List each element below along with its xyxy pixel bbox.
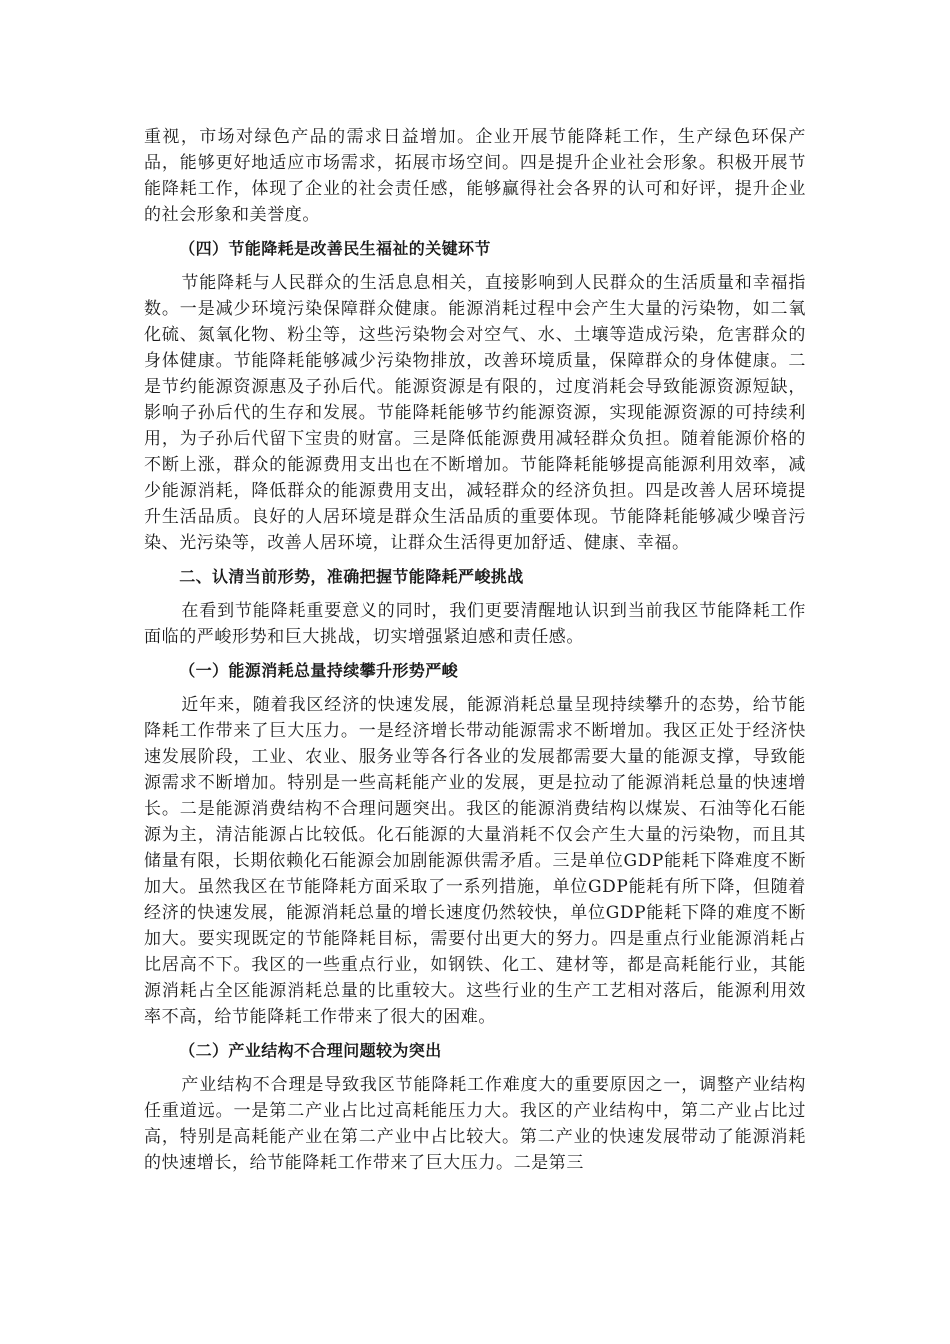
document-body bbox=[144, 124, 806, 1176]
chapter-heading-2: 二、认清当前形势，准确把握节能降耗严峻挑战 bbox=[179, 567, 524, 586]
paragraph-industry-structure: 产业结构不合理是导致我区节能降耗工作难度大的重要原因之一，调整产业结构任重道远。一是第二产业占比过高耗能压力大。我区的产业结构中，第二产业占比过高，特别是高耗能产业在第二产业中占比较大。第二产业的快速发展带动了能源消耗的快速增长，给节能降耗工作带来了巨大压力。二是第三 bbox=[144, 1075, 806, 1173]
paragraph-livelihood: 节能降耗与人民群众的生活息息相关，直接影响到人民群众的生活质量和幸福指数。一是减少环境污染保障群众健康。能源消耗过程中会产生大量的污染物，如二氧化硫、氮氧化物、粉尘等，这些污染物会对空气、水、土壤等造成污染，危害群众的身体健康。节能降耗能够减少污染物排放，改善环境质量，保障群众的身体健康。二是节约能源资源惠及子孙后代。能源资源是有限的，过度消耗会导致能源资源短缺，影响子孙后代的生存和发展。节能降耗能够节约能源资源，实现能源资源的可持续利用，为子孙后代留下宝贵的财富。三是降低能源费用减轻群众负担。随着能源价格的不断上涨，群众的能源费用支出也在不断增加。节能降耗能够提高能源利用效率，减少能源消耗，降低群众的能源费用支出，减轻群众的经济负担。四是改善人居环境提升生活品质。良好的人居环境是群众生活品质的重要体现。节能降耗能够减少噪音污染、光污染等，改善人居环境，让群众生活得更加舒适、健康、幸福。 bbox=[144, 273, 806, 553]
section-heading-4: （四）节能降耗是改善民生福祉的关键环节 bbox=[179, 239, 491, 258]
paragraph-energy-consumption: 近年来，随着我区经济的快速发展，能源消耗总量呈现持续攀升的态势，给节能降耗工作带来了巨大压力。一是经济增长带动能源需求不断增加。我区正处于经济快速发展阶段，工业、农业、服务业等各行各业的发展都需要大量的能源支撑，导致能源需求不断增加。特别是一些高耗能产业的发展，更是拉动了能源消耗总量的快速增长。二是能源消费结构不合理问题突出。我区的能源消费结构以煤炭、石油等化石能源为主，清洁能源占比较低。化石能源的大量消耗不仅会产生大量的污染物，而且其储量有限，长期依赖化石能源会加剧能源供需矛盾。三是单位GDP能耗下降难度不断加大。虽然我区在节能降耗方面采取了一系列措施，单位GDP能耗有所下降，但随着经济的快速发展，能源消耗总量的增长速度仍然较快，单位GDP能耗下降的难度不断加大。要实现既定的节能降耗目标，需要付出更大的努力。四是重点行业能源消耗占比居高不下。我区的一些重点行业，如钢铁、化工、建材等，都是高耗能行业，其能源消耗占全区能源消耗总量的比重较大。这些行业的生产工艺相对落后，能源利用效率不高，给节能降耗工作带来了很大的困难。 bbox=[144, 695, 806, 1027]
paragraph-intro: 在看到节能降耗重要意义的同时，我们更要清醒地认识到当前我区节能降耗工作面临的严峻形势和巨大挑战，切实增强紧迫感和责任感。 bbox=[144, 601, 806, 647]
section-heading-2: （二）产业结构不合理问题较为突出 bbox=[179, 1041, 442, 1060]
section-heading-1: （一）能源消耗总量持续攀升形势严峻 bbox=[179, 661, 458, 680]
paragraph-continued: 重视，市场对绿色产品的需求日益增加。企业开展节能降耗工作，生产绿色环保产品，能够更好地适应市场需求，拓展市场空间。四是提升企业社会形象。积极开展节能降耗工作，体现了企业的社会责任感，能够赢得社会各界的认可和好评，提升企业的社会形象和美誉度。 bbox=[144, 127, 806, 225]
